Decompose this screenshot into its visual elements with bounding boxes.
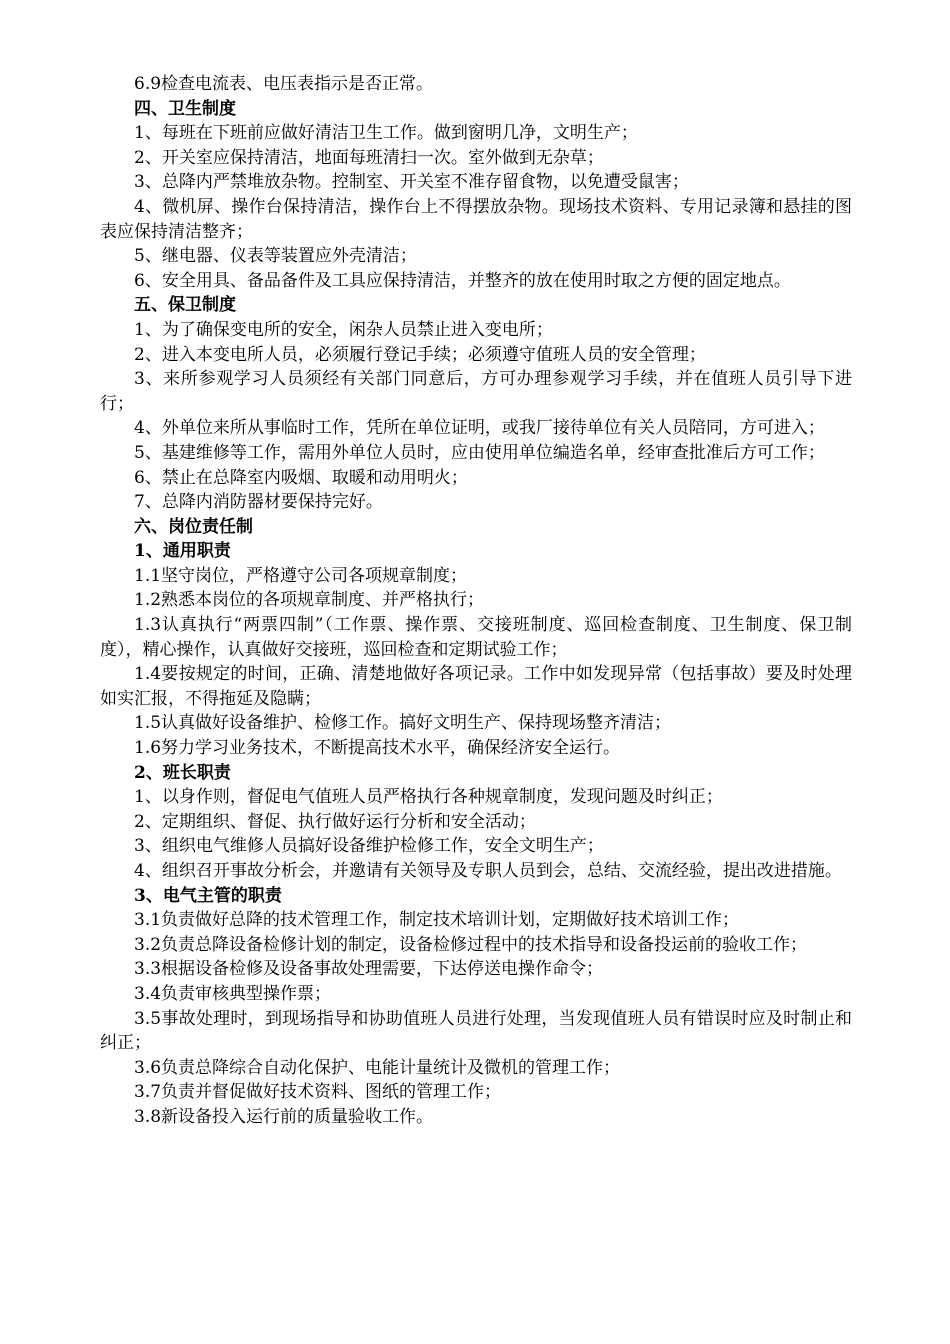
section-heading: 六、岗位责任制 bbox=[134, 516, 253, 537]
paragraph: 3.2负责总降设备检修计划的制定，设备检修过程中的技术指导和设备投运前的验收工作； bbox=[134, 934, 808, 955]
paragraph: 1.4要按规定的时间，正确、清楚地做好各项记录。工作中如发现异常（包括事故）要及时处理如实汇报，不得拖延及隐瞒； bbox=[100, 664, 852, 709]
paragraph: 3.7负责并督促做好技术资料、图纸的管理工作； bbox=[134, 1082, 502, 1103]
paragraph: 3.5事故处理时，到现场指导和协助值班人员进行处理，当发现值班人员有错误时应及时制止和纠正； bbox=[100, 1008, 852, 1054]
paragraph: 4、微机屏、操作台保持清洁，操作台上不得摆放杂物。现场技术资料、专用记录簿和悬挂的图表应保持清洁整齐； bbox=[100, 196, 852, 242]
paragraph: 3.8新设备投入运行前的质量验收工作。 bbox=[134, 1106, 434, 1127]
paragraph: 6、禁止在总降室内吸烟、取暖和动用明火； bbox=[134, 467, 468, 488]
paragraph: 1.1坚守岗位，严格遵守公司各项规章制度； bbox=[134, 565, 468, 586]
paragraph: 3.3根据设备检修及设备事故处理需要，下达停送电操作命令； bbox=[134, 959, 604, 980]
subsection-heading: 3、电气主管的职责 bbox=[134, 885, 282, 906]
paragraph: 3.1负责做好总降的技术管理工作，制定技术培训计划，定期做好技术培训工作； bbox=[134, 910, 740, 931]
paragraph: 1、以身作则，督促电气值班人员严格执行各种规章制度，发现问题及时纠正； bbox=[134, 787, 723, 808]
section-heading: 四、卫生制度 bbox=[134, 98, 236, 119]
paragraph: 1.2熟悉本岗位的各项规章制度、并严格执行； bbox=[134, 590, 485, 611]
paragraph: 7、总降内消防器材要保持完好。 bbox=[134, 492, 383, 513]
section-heading: 五、保卫制度 bbox=[134, 295, 236, 316]
paragraph: 3、总降内严禁堆放杂物。控制室、开关室不准存留食物，以免遭受鼠害； bbox=[134, 172, 689, 193]
paragraph: 1、每班在下班前应做好清洁卫生工作。做到窗明几净，文明生产； bbox=[134, 123, 638, 144]
paragraph: 3.6负责总降综合自动化保护、电能计量统计及微机的管理工作； bbox=[134, 1057, 621, 1078]
paragraph: 2、开关室应保持清洁，地面每班清扫一次。室外做到无杂草； bbox=[134, 147, 604, 168]
paragraph: 1.5认真做好设备维护、检修工作。搞好文明生产、保持现场整齐清洁； bbox=[134, 713, 672, 734]
paragraph: 6.9检查电流表、电压表指示是否正常。 bbox=[134, 74, 434, 94]
paragraph: 6、安全用具、备品备件及工具应保持清洁，并整齐的放在使用时取之方便的固定地点。 bbox=[134, 270, 791, 291]
subsection-heading: 2、班长职责 bbox=[134, 762, 231, 783]
paragraph: 3、来所参观学习人员须经有关部门同意后，方可办理参观学习手续，并在值班人员引导下进行； bbox=[100, 369, 852, 414]
paragraph: 4、外单位来所从事临时工作，凭所在单位证明，或我厂接待单位有关人员陪同，方可进入； bbox=[134, 418, 825, 439]
subsection-heading: 1、通用职责 bbox=[134, 541, 231, 562]
document-page bbox=[100, 72, 852, 1130]
paragraph: 1.6努力学习业务技术，不断提高技术水平，确保经济安全运行。 bbox=[134, 738, 621, 759]
paragraph: 4、组织召开事故分析会，并邀请有关领导及专职人员到会，总结、交流经验，提出改进措施。 bbox=[134, 861, 842, 881]
paragraph: 3.4负责审核典型操作票； bbox=[134, 983, 332, 1004]
paragraph: 5、继电器、仪表等装置应外壳清洁； bbox=[134, 246, 417, 267]
paragraph: 3、组织电气维修人员搞好设备维护检修工作，安全文明生产； bbox=[134, 836, 604, 857]
paragraph: 1.3认真执行“两票四制”（工作票、操作票、交接班制度、巡回检查制度、卫生制度、保卫制度），精心操作，认真做好交接班，巡回检查和定期试验工作； bbox=[100, 615, 852, 660]
paragraph: 5、基建维修等工作，需用外单位人员时，应由使用单位编造名单，经审查批准后方可工作； bbox=[134, 442, 825, 463]
paragraph: 2、进入本变电所人员，必须履行登记手续；必须遵守值班人员的安全管理； bbox=[134, 344, 706, 365]
paragraph: 1、为了确保变电所的安全，闲杂人员禁止进入变电所； bbox=[134, 319, 553, 340]
paragraph: 2、定期组织、督促、执行做好运行分析和安全活动； bbox=[134, 811, 536, 832]
